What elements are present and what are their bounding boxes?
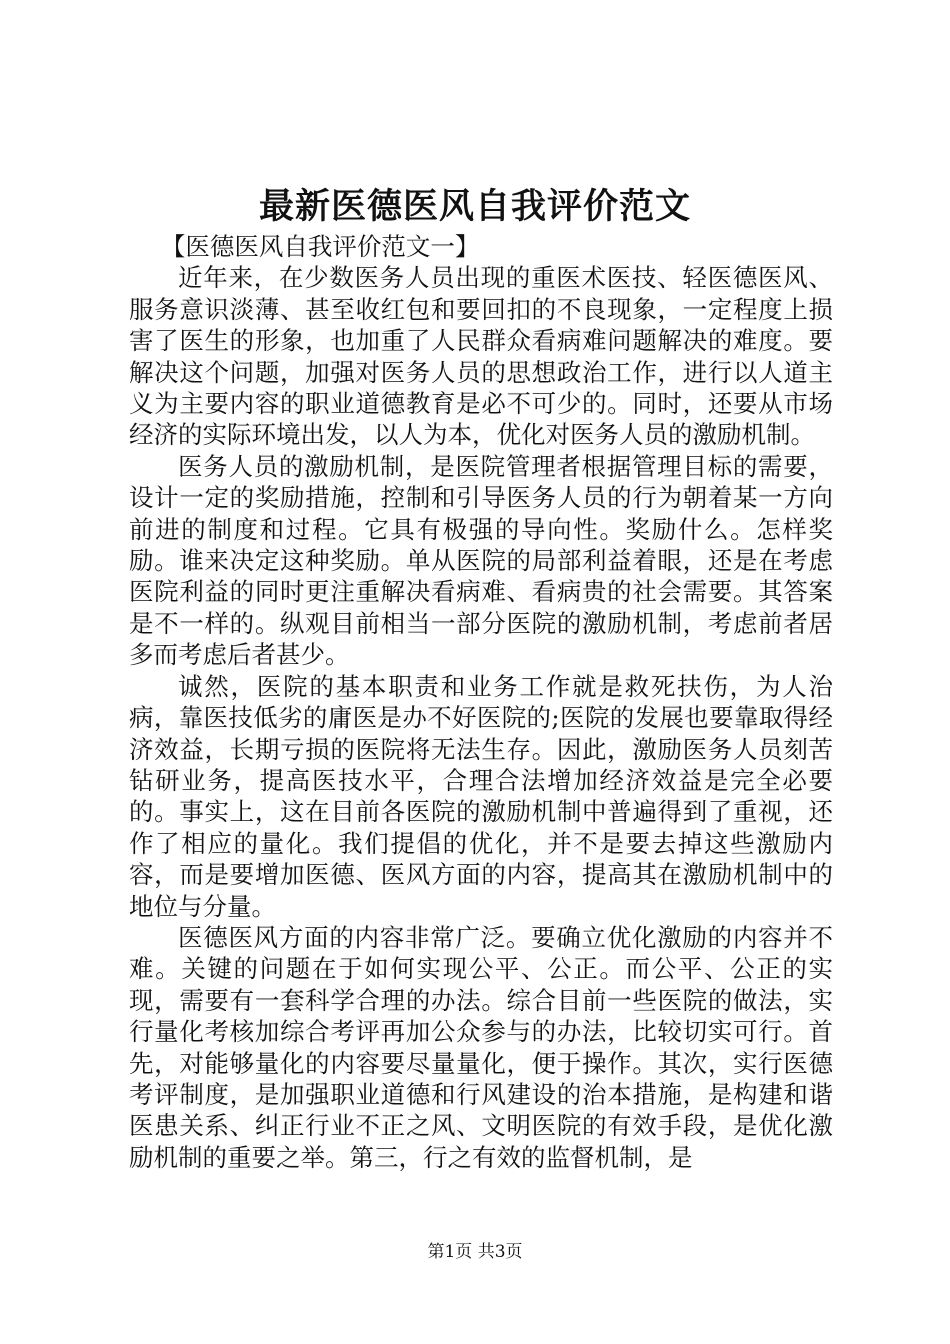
section-heading: 【医德医风自我评价范文一】: [160, 232, 480, 261]
paragraph: 医德医风方面的内容非常广泛。要确立优化激励的内容并不难。关键的问题在于如何实现公平、公正。而公平、公正的实现，需要有一套科学合理的办法。综合目前一些医院的做法，实行量化考核加综合考评再加公众参与的办法，比较切实可行。首先，对能够量化的内容要尽量量化，便于操作。其次，实行医德考评制度，是加强职业道德和行风建设的治本措施，是构建和谐医患关系、纠正行业不正之风、文明医院的有效手段，是优化激励机制的重要之举。第三，行之有效的监督机制，是: [129, 922, 833, 1172]
document-title: 最新医德医风自我评价范文: [258, 186, 691, 227]
paragraph: 诚然，医院的基本职责和业务工作就是救死扶伤，为人治病，靠医技低劣的庸医是办不好医院的;医院的发展也要靠取得经济效益，长期亏损的医院将无法生存。因此，激励医务人员刻苦钻研业务，提高医技水平，合理合法增加经济效益是完全必要的。事实上，这在目前各医院的激励机制中普遍得到了重视，还作了相应的量化。我们提倡的优化，并不是要去掉这些激励内容，而是要增加医德、医风方面的内容，提高其在激励机制中的地位与分量。: [129, 671, 833, 921]
page-footer: 第1页 共3页: [427, 1242, 523, 1262]
paragraph: 近年来，在少数医务人员出现的重医术医技、轻医德医风、服务意识淡薄、甚至收红包和要回扣的不良现象，一定程度上损害了医生的形象，也加重了人民群众看病难问题解决的难度。要解决这个问题，加强对医务人员的思想政治工作，进行以人道主义为主要内容的职业道德教育是必不可少的。同时，还要从市场经济的实际环境出发，以人为本，优化对医务人员的激励机制。: [129, 263, 833, 450]
document-body: [129, 231, 833, 1173]
paragraph: 医务人员的激励机制，是医院管理者根据管理目标的需要，设计一定的奖励措施，控制和引导医务人员的行为朝着某一方向前进的制度和过程。它具有极强的导向性。奖励什么。怎样奖励。谁来决定这种奖励。单从医院的局部利益着眼，还是在考虑医院利益的同时更注重解决看病难、看病贵的社会需要。其答案是不一样的。纵观目前相当一部分医院的激励机制，考虑前者居多而考虑后者甚少。: [129, 451, 833, 670]
